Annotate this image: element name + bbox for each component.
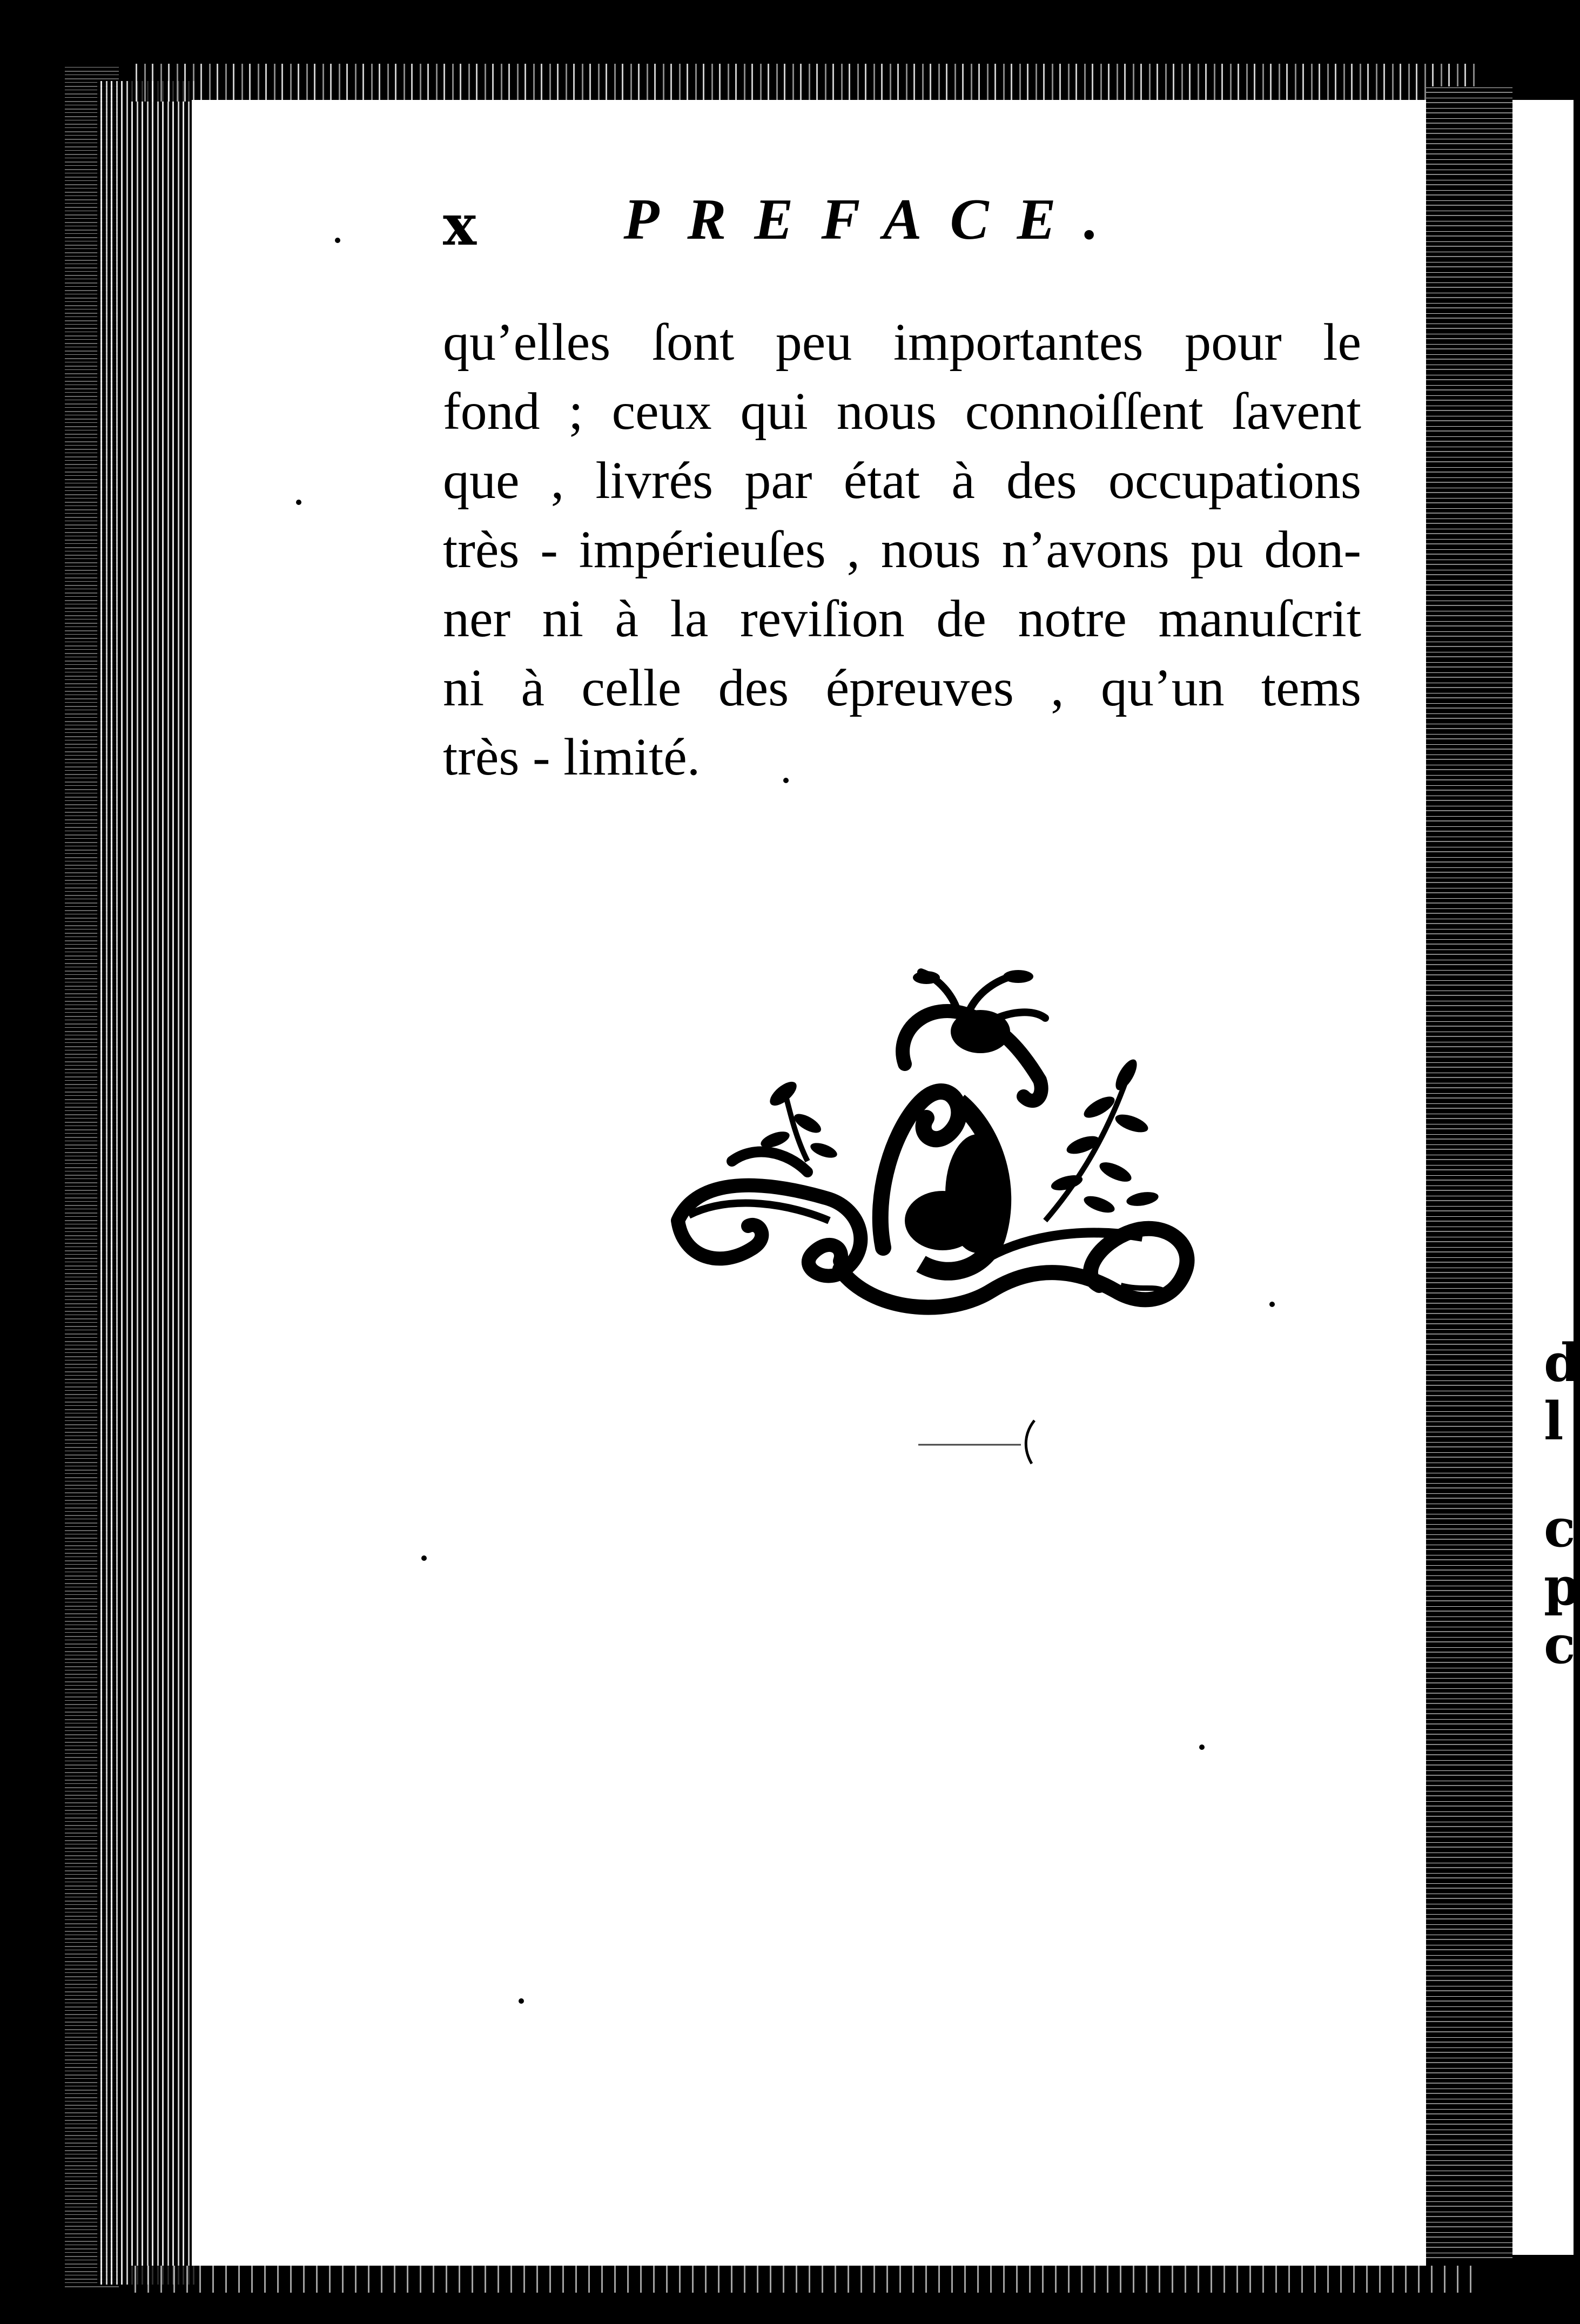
body-paragraph [443,308,1361,792]
facing-letter: c [1544,1498,1576,1559]
bottom-page-edge [130,2266,1480,2293]
text-line: que , livrés par état à des occupations [443,452,1361,510]
fleuron-ornament [667,967,1202,1329]
facing-letter: c [1544,1614,1576,1675]
stray-ink-mark [918,1418,1059,1466]
facing-spacer [1544,1451,1576,1499]
stacked-page-edges [97,81,194,2285]
text-line: ni à celle des épreuves , qu’un tems [443,659,1361,717]
facing-letter: p [1544,1556,1580,1617]
page-header [443,186,1140,262]
facing-page [1512,100,1580,2255]
text-line: très - limité. [443,728,701,786]
text-line: fond ; ceux qui nous connoiſſent ſavent [443,382,1361,441]
page-number: x [443,192,477,258]
facing-letter: d [1544,1332,1580,1393]
facing-letter: l [1544,1391,1564,1452]
text-line: très - impérieuſes , nous n’avons pu don- [443,521,1361,579]
text-line: qu’elles ſont peu importantes pour le [443,313,1361,372]
facing-page-partial-text [1544,1332,1580,1675]
binding-gutter [1426,86,1512,2263]
top-page-edge [130,64,1480,102]
text-line: ner ni à la reviſion de notre manuſcrit [443,590,1361,648]
running-title: PREFACE. [623,187,1127,252]
